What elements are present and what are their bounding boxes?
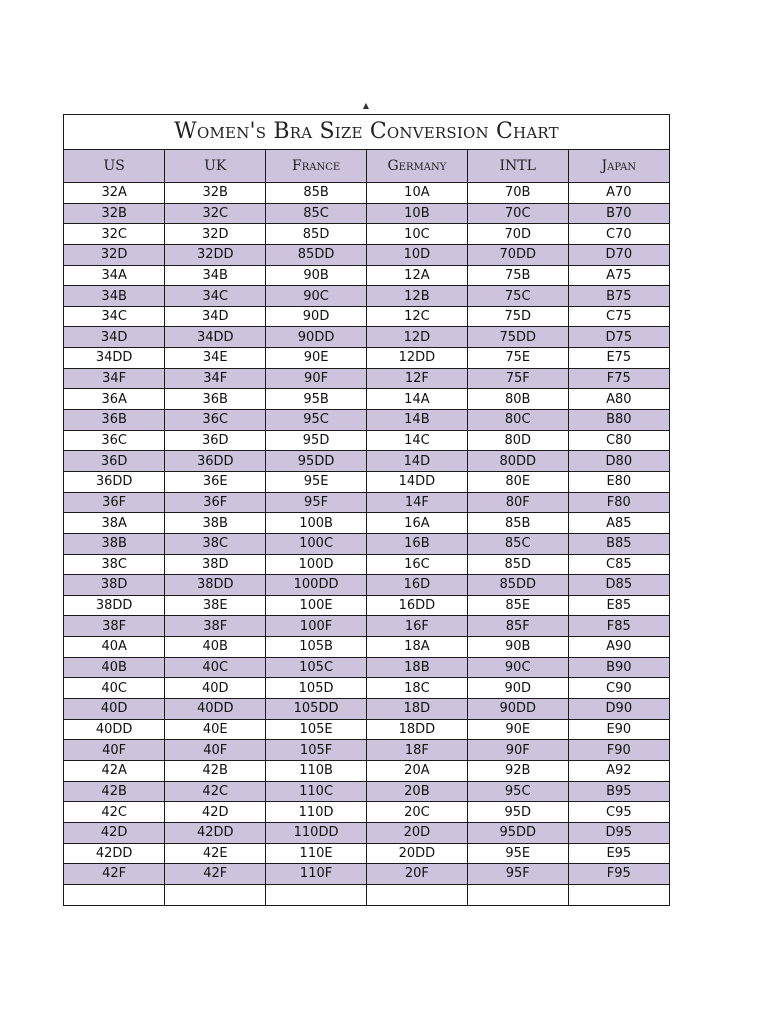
table-cell: 36A xyxy=(64,389,165,410)
table-cell: 36C xyxy=(64,430,165,451)
table-cell: 40DD xyxy=(165,699,266,720)
column-header-france: France xyxy=(266,150,367,183)
table-cell: 100E xyxy=(266,595,367,616)
table-cell: 40E xyxy=(165,719,266,740)
table-cell: 18D xyxy=(366,699,467,720)
table-cell: 32C xyxy=(64,224,165,245)
table-cell: 18B xyxy=(366,657,467,678)
table-cell: 90F xyxy=(467,740,568,761)
table-cell: A80 xyxy=(568,389,669,410)
table-cell: 10B xyxy=(366,203,467,224)
table-cell: 32B xyxy=(165,183,266,204)
table-row xyxy=(64,637,669,658)
table-row xyxy=(64,224,669,245)
table-cell: 14DD xyxy=(366,471,467,492)
table-cell: 12A xyxy=(366,265,467,286)
table-row xyxy=(64,802,669,823)
table-row xyxy=(64,410,669,431)
table-cell: 95C xyxy=(266,410,367,431)
table-cell: 95E xyxy=(467,843,568,864)
table-cell: D75 xyxy=(568,327,669,348)
table-cell: 92B xyxy=(467,760,568,781)
table-cell: F90 xyxy=(568,740,669,761)
table-cell: 95D xyxy=(266,430,367,451)
table-cell: 38D xyxy=(64,575,165,596)
table-cell: 32DD xyxy=(165,244,266,265)
table-cell: 42B xyxy=(64,781,165,802)
table-cell: 42F xyxy=(64,864,165,885)
table-row xyxy=(64,781,669,802)
table-cell: D90 xyxy=(568,699,669,720)
table-cell: F85 xyxy=(568,616,669,637)
table-cell: 32B xyxy=(64,203,165,224)
table-cell: 100C xyxy=(266,533,367,554)
table-cell: 34D xyxy=(64,327,165,348)
conversion-table xyxy=(64,150,669,905)
table-row xyxy=(64,430,669,451)
table-cell: 14A xyxy=(366,389,467,410)
table-cell: 38B xyxy=(64,533,165,554)
table-cell: 95DD xyxy=(467,822,568,843)
table-cell: 40B xyxy=(165,637,266,658)
table-cell: 18C xyxy=(366,678,467,699)
table-cell: 80B xyxy=(467,389,568,410)
table-cell: 42D xyxy=(165,802,266,823)
table-cell: C75 xyxy=(568,306,669,327)
table-row xyxy=(64,183,669,204)
table-cell: 100D xyxy=(266,554,367,575)
table-cell: 42B xyxy=(165,760,266,781)
table-cell: 40C xyxy=(64,678,165,699)
table-row xyxy=(64,451,669,472)
table-cell: 95D xyxy=(467,802,568,823)
table-cell: B90 xyxy=(568,657,669,678)
table-row xyxy=(64,492,669,513)
table-cell: 38DD xyxy=(165,575,266,596)
table-cell: 40B xyxy=(64,657,165,678)
table-cell: A70 xyxy=(568,183,669,204)
table-cell: 32D xyxy=(165,224,266,245)
table-cell: 110B xyxy=(266,760,367,781)
table-cell: 110C xyxy=(266,781,367,802)
table-cell: 42C xyxy=(64,802,165,823)
table-cell: 110D xyxy=(266,802,367,823)
table-cell: 20B xyxy=(366,781,467,802)
table-cell: 95E xyxy=(266,471,367,492)
table-cell: 95F xyxy=(266,492,367,513)
table-cell: 36DD xyxy=(64,471,165,492)
table-cell: 34C xyxy=(64,306,165,327)
table-cell: 34C xyxy=(165,286,266,307)
table-cell: 32A xyxy=(64,183,165,204)
table-cell: 36B xyxy=(165,389,266,410)
table-row xyxy=(64,843,669,864)
table-cell: 38C xyxy=(64,554,165,575)
table-cell: 34B xyxy=(64,286,165,307)
table-cell: 80F xyxy=(467,492,568,513)
table-cell: B85 xyxy=(568,533,669,554)
table-cell: 110DD xyxy=(266,822,367,843)
table-row xyxy=(64,471,669,492)
table-cell: 40D xyxy=(165,678,266,699)
table-cell: 75C xyxy=(467,286,568,307)
table-cell: 14B xyxy=(366,410,467,431)
table-row xyxy=(64,678,669,699)
table-cell: 16A xyxy=(366,513,467,534)
table-cell: 42DD xyxy=(165,822,266,843)
table-cell: 85F xyxy=(467,616,568,637)
empty-cell xyxy=(64,884,165,905)
table-cell: 42A xyxy=(64,760,165,781)
table-cell: 18A xyxy=(366,637,467,658)
table-cell: 70C xyxy=(467,203,568,224)
table-row xyxy=(64,699,669,720)
table-cell: 38A xyxy=(64,513,165,534)
table-cell: 16F xyxy=(366,616,467,637)
table-cell: 105C xyxy=(266,657,367,678)
table-row xyxy=(64,306,669,327)
table-cell: C85 xyxy=(568,554,669,575)
table-cell: 90C xyxy=(467,657,568,678)
table-cell: C70 xyxy=(568,224,669,245)
table-cell: 36F xyxy=(165,492,266,513)
table-cell: 20F xyxy=(366,864,467,885)
table-cell: 90F xyxy=(266,368,367,389)
table-cell: 105E xyxy=(266,719,367,740)
table-cell: E95 xyxy=(568,843,669,864)
table-cell: 70B xyxy=(467,183,568,204)
table-cell: 90D xyxy=(266,306,367,327)
table-cell: 36C xyxy=(165,410,266,431)
table-cell: A92 xyxy=(568,760,669,781)
table-cell: 36D xyxy=(165,430,266,451)
table-cell: 16C xyxy=(366,554,467,575)
table-cell: 42D xyxy=(64,822,165,843)
table-row xyxy=(64,389,669,410)
table-cell: D85 xyxy=(568,575,669,596)
table-row xyxy=(64,513,669,534)
table-row xyxy=(64,657,669,678)
table-cell: 10C xyxy=(366,224,467,245)
table-cell: 90E xyxy=(467,719,568,740)
table-cell: 70DD xyxy=(467,244,568,265)
table-cell: 90DD xyxy=(266,327,367,348)
table-cell: 38B xyxy=(165,513,266,534)
table-cell: 85DD xyxy=(266,244,367,265)
table-cell: 34B xyxy=(165,265,266,286)
table-cell: 95DD xyxy=(266,451,367,472)
table-row xyxy=(64,327,669,348)
table-cell: 34D xyxy=(165,306,266,327)
table-cell: 16D xyxy=(366,575,467,596)
table-cell: 90B xyxy=(467,637,568,658)
table-cell: 10A xyxy=(366,183,467,204)
table-cell: 36E xyxy=(165,471,266,492)
table-cell: B75 xyxy=(568,286,669,307)
table-cell: 75D xyxy=(467,306,568,327)
table-cell: 40DD xyxy=(64,719,165,740)
table-cell: 12F xyxy=(366,368,467,389)
table-cell: 32D xyxy=(64,244,165,265)
header-row xyxy=(64,150,669,183)
table-row xyxy=(64,575,669,596)
table-cell: 38C xyxy=(165,533,266,554)
table-cell: E80 xyxy=(568,471,669,492)
table-row xyxy=(64,719,669,740)
table-cell: E90 xyxy=(568,719,669,740)
table-cell: 20C xyxy=(366,802,467,823)
table-cell: 40F xyxy=(64,740,165,761)
table-cell: 75E xyxy=(467,348,568,369)
table-cell: 85D xyxy=(467,554,568,575)
table-cell: 36F xyxy=(64,492,165,513)
table-cell: 95C xyxy=(467,781,568,802)
table-cell: 105F xyxy=(266,740,367,761)
table-cell: 80C xyxy=(467,410,568,431)
table-cell: 12D xyxy=(366,327,467,348)
table-cell: 95B xyxy=(266,389,367,410)
table-row xyxy=(64,244,669,265)
table-cell: 85C xyxy=(266,203,367,224)
table-row xyxy=(64,265,669,286)
column-header-germany: Germany xyxy=(366,150,467,183)
table-cell: 36DD xyxy=(165,451,266,472)
table-cell: 75DD xyxy=(467,327,568,348)
empty-row xyxy=(64,884,669,905)
table-cell: 12C xyxy=(366,306,467,327)
table-cell: 40D xyxy=(64,699,165,720)
table-cell: 18DD xyxy=(366,719,467,740)
table-cell: 14C xyxy=(366,430,467,451)
table-cell: 100F xyxy=(266,616,367,637)
table-cell: 90D xyxy=(467,678,568,699)
table-cell: D80 xyxy=(568,451,669,472)
table-cell: 34DD xyxy=(165,327,266,348)
column-header-intl: INTL xyxy=(467,150,568,183)
size-conversion-chart xyxy=(63,114,670,906)
table-cell: 105DD xyxy=(266,699,367,720)
chart-title: Women's Bra Size Conversion Chart xyxy=(64,115,669,150)
table-cell: 42C xyxy=(165,781,266,802)
column-header-japan: Japan xyxy=(568,150,669,183)
table-cell: 85B xyxy=(266,183,367,204)
table-cell: C95 xyxy=(568,802,669,823)
table-cell: 20DD xyxy=(366,843,467,864)
table-cell: 100DD xyxy=(266,575,367,596)
table-cell: F75 xyxy=(568,368,669,389)
table-cell: 70D xyxy=(467,224,568,245)
table-cell: 85D xyxy=(266,224,367,245)
empty-cell xyxy=(266,884,367,905)
table-cell: 40F xyxy=(165,740,266,761)
table-cell: 42DD xyxy=(64,843,165,864)
table-row xyxy=(64,864,669,885)
table-cell: 32C xyxy=(165,203,266,224)
table-cell: B95 xyxy=(568,781,669,802)
table-cell: 90C xyxy=(266,286,367,307)
table-cell: F80 xyxy=(568,492,669,513)
table-cell: 18F xyxy=(366,740,467,761)
table-cell: 75F xyxy=(467,368,568,389)
table-cell: B80 xyxy=(568,410,669,431)
table-cell: 10D xyxy=(366,244,467,265)
table-cell: 16DD xyxy=(366,595,467,616)
table-cell: 12DD xyxy=(366,348,467,369)
table-cell: E85 xyxy=(568,595,669,616)
table-cell: 38D xyxy=(165,554,266,575)
caret-mark-icon: ▲ xyxy=(362,101,370,110)
table-cell: F95 xyxy=(568,864,669,885)
table-row xyxy=(64,740,669,761)
table-cell: B70 xyxy=(568,203,669,224)
table-cell: 34F xyxy=(165,368,266,389)
table-cell: 110E xyxy=(266,843,367,864)
table-cell: D95 xyxy=(568,822,669,843)
table-cell: 85DD xyxy=(467,575,568,596)
empty-cell xyxy=(366,884,467,905)
table-cell: A85 xyxy=(568,513,669,534)
table-cell: 85B xyxy=(467,513,568,534)
empty-cell xyxy=(165,884,266,905)
table-row xyxy=(64,286,669,307)
table-row xyxy=(64,760,669,781)
table-cell: 14D xyxy=(366,451,467,472)
table-cell: 12B xyxy=(366,286,467,307)
table-cell: 36D xyxy=(64,451,165,472)
table-cell: 80D xyxy=(467,430,568,451)
table-cell: 42E xyxy=(165,843,266,864)
table-cell: 40A xyxy=(64,637,165,658)
table-cell: 90E xyxy=(266,348,367,369)
table-cell: A75 xyxy=(568,265,669,286)
table-cell: 34E xyxy=(165,348,266,369)
table-cell: 100B xyxy=(266,513,367,534)
table-cell: 75B xyxy=(467,265,568,286)
table-cell: 40C xyxy=(165,657,266,678)
empty-cell xyxy=(568,884,669,905)
table-cell: C90 xyxy=(568,678,669,699)
table-cell: 105D xyxy=(266,678,367,699)
table-cell: 110F xyxy=(266,864,367,885)
table-cell: 85C xyxy=(467,533,568,554)
table-row xyxy=(64,595,669,616)
table-cell: 95F xyxy=(467,864,568,885)
table-cell: 34F xyxy=(64,368,165,389)
column-header-uk: UK xyxy=(165,150,266,183)
table-row xyxy=(64,533,669,554)
table-cell: 105B xyxy=(266,637,367,658)
table-cell: 16B xyxy=(366,533,467,554)
table-body xyxy=(64,183,669,905)
column-header-us: US xyxy=(64,150,165,183)
table-row xyxy=(64,203,669,224)
table-cell: 80E xyxy=(467,471,568,492)
table-row xyxy=(64,822,669,843)
table-cell: 20D xyxy=(366,822,467,843)
table-cell: 42F xyxy=(165,864,266,885)
table-cell: 38DD xyxy=(64,595,165,616)
table-cell: 90B xyxy=(266,265,367,286)
table-cell: 34DD xyxy=(64,348,165,369)
table-row xyxy=(64,616,669,637)
table-row xyxy=(64,368,669,389)
table-cell: 38E xyxy=(165,595,266,616)
table-cell: 90DD xyxy=(467,699,568,720)
table-cell: A90 xyxy=(568,637,669,658)
table-cell: 36B xyxy=(64,410,165,431)
table-cell: 34A xyxy=(64,265,165,286)
table-cell: 14F xyxy=(366,492,467,513)
table-cell: D70 xyxy=(568,244,669,265)
table-cell: E75 xyxy=(568,348,669,369)
table-cell: C80 xyxy=(568,430,669,451)
table-row xyxy=(64,554,669,575)
table-cell: 85E xyxy=(467,595,568,616)
table-cell: 20A xyxy=(366,760,467,781)
table-cell: 80DD xyxy=(467,451,568,472)
table-cell: 38F xyxy=(64,616,165,637)
empty-cell xyxy=(467,884,568,905)
table-cell: 38F xyxy=(165,616,266,637)
table-row xyxy=(64,348,669,369)
